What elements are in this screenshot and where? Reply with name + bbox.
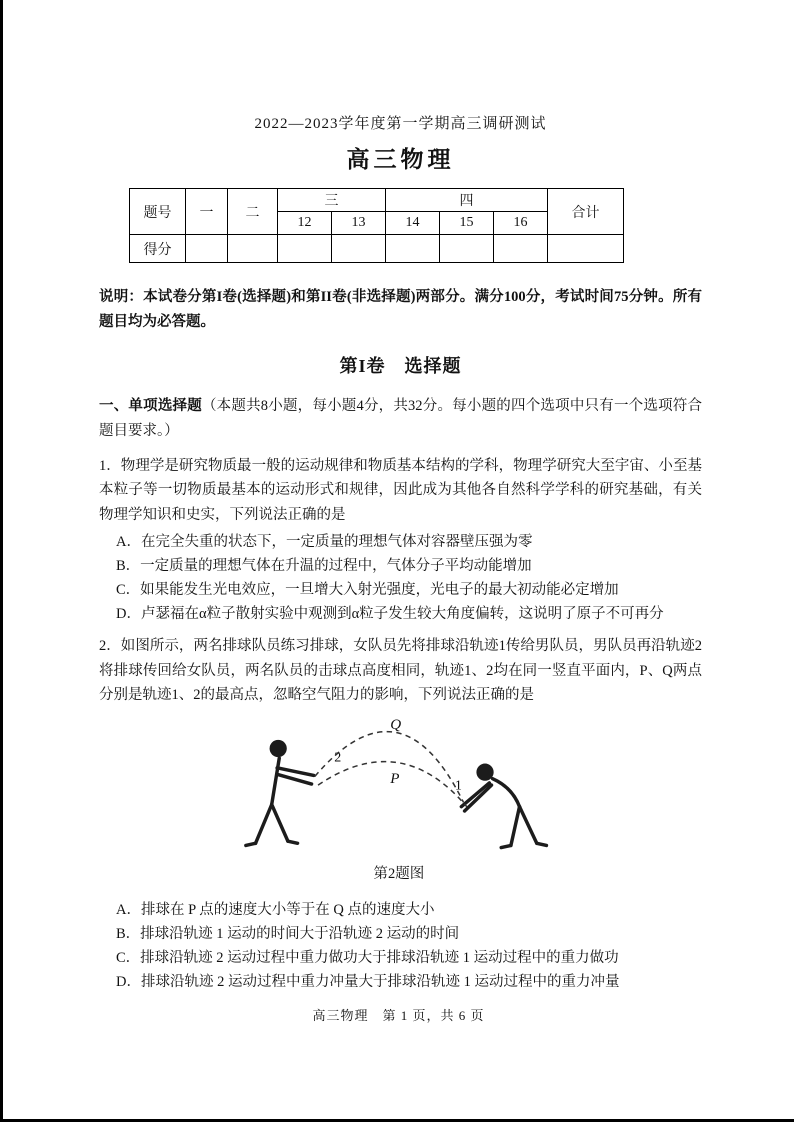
label-P: P	[389, 770, 399, 787]
cell-section-three: 三	[278, 189, 386, 212]
score-cell	[332, 235, 386, 263]
score-table-header-row	[130, 189, 624, 212]
volleyball-figure	[207, 714, 595, 895]
male-player-figure	[245, 740, 313, 846]
score-cell	[548, 235, 624, 263]
score-cell	[494, 235, 548, 263]
question-1-options	[99, 531, 702, 626]
female-player-figure	[461, 764, 546, 848]
figure-caption: 第2题图	[372, 865, 424, 882]
question-2-stem: 2．如图所示，两名排球队员练习排球，女队员先将排球沿轨迹1传给男队员，男队员再沿轨迹2将排球传回给女队员，两名队员的击球点高度相同，轨迹1、2均在同一竖直平面内，P、Q两点分别是轨迹1、2的最高点，忽略空气阻力的影响，下列说法正确的是	[99, 638, 702, 704]
question-1-option-b: B．一定质量的理想气体在升温的过程中，气体分子平均动能增加	[116, 558, 532, 575]
cell-q12: 12	[278, 212, 332, 235]
question-1-option-d: D．卢瑟福在α粒子散射实验中观测到α粒子发生较大角度偏转，这说明了原子不可再分	[116, 606, 664, 623]
score-cell	[186, 235, 228, 263]
cell-section-two: 二	[228, 189, 278, 235]
cell-score-label: 得分	[130, 235, 186, 263]
question-1	[99, 454, 702, 627]
question-2-option-d: D．排球沿轨迹 2 运动过程中重力冲量大于排球沿轨迹 1 运动过程中的重力冲量	[116, 973, 620, 990]
cell-total-label: 合计	[548, 189, 624, 235]
cell-question-label: 题号	[130, 189, 186, 235]
score-table-score-row	[130, 235, 624, 263]
cell-section-one: 一	[186, 189, 228, 235]
score-cell	[386, 235, 440, 263]
score-cell	[440, 235, 494, 263]
question-2-figure	[99, 714, 702, 895]
label-Q: Q	[389, 717, 401, 734]
trajectory-2-path	[314, 732, 463, 803]
cell-q14: 14	[386, 212, 440, 235]
cell-q13: 13	[332, 212, 386, 235]
question-type-detail: （本题共8小题，每小题4分，共32分。每小题的四个选项中只有一个选项符合题目要求。）	[99, 398, 702, 439]
cell-q16: 16	[494, 212, 548, 235]
score-cell	[278, 235, 332, 263]
exam-session-title: 2022—2023学年度第一学期高三调研测试	[254, 116, 547, 132]
question-2-option-b: B．排球沿轨迹 1 运动的时间大于沿轨迹 2 运动的时间	[116, 925, 460, 942]
question-type-lead: 一、单项选择题	[99, 398, 202, 415]
label-trajectory-1: 1	[454, 778, 462, 794]
question-2-options	[99, 899, 702, 994]
question-type-heading	[99, 394, 702, 443]
question-2-option-a: A．排球在 P 点的速度大小等于在 Q 点的速度大小	[116, 902, 435, 919]
question-1-option-c: C．如果能发生光电效应，一旦增大入射光强度，光电子的最大初动能必定增加	[116, 582, 619, 599]
section-title: 第I卷 选择题	[339, 356, 462, 377]
score-cell	[228, 235, 278, 263]
question-2-option-c: C．排球沿轨迹 2 运动过程中重力做功大于排球沿轨迹 1 运动过程中的重力做功	[116, 949, 619, 966]
exam-subject-title: 高三物理	[346, 147, 455, 172]
cell-q15: 15	[440, 212, 494, 235]
cell-section-four: 四	[386, 189, 548, 212]
page-footer: 高三物理 第 1 页，共 6 页	[312, 1008, 485, 1023]
exam-instructions: 说明：本试卷分第I卷(选择题)和第II卷(非选择题)两部分。满分100分，考试时间75分钟。所有题目均为必答题。	[99, 289, 702, 330]
question-1-stem: 1．物理学是研究物质最一般的运动规律和物质基本结构的学科，物理学研究大至宇宙、小至基本粒子等一切物质最基本的运动形式和规律，因此成为其他各自然科学学科的研究基础，有关物理学知识和史实，下列说法正确的是	[99, 457, 702, 523]
label-trajectory-2: 2	[333, 750, 341, 766]
question-2	[99, 634, 702, 994]
question-1-option-a: A．在完全失重的状态下，一定质量的理想气体对容器壁压强为零	[116, 534, 533, 551]
score-table	[129, 188, 624, 263]
